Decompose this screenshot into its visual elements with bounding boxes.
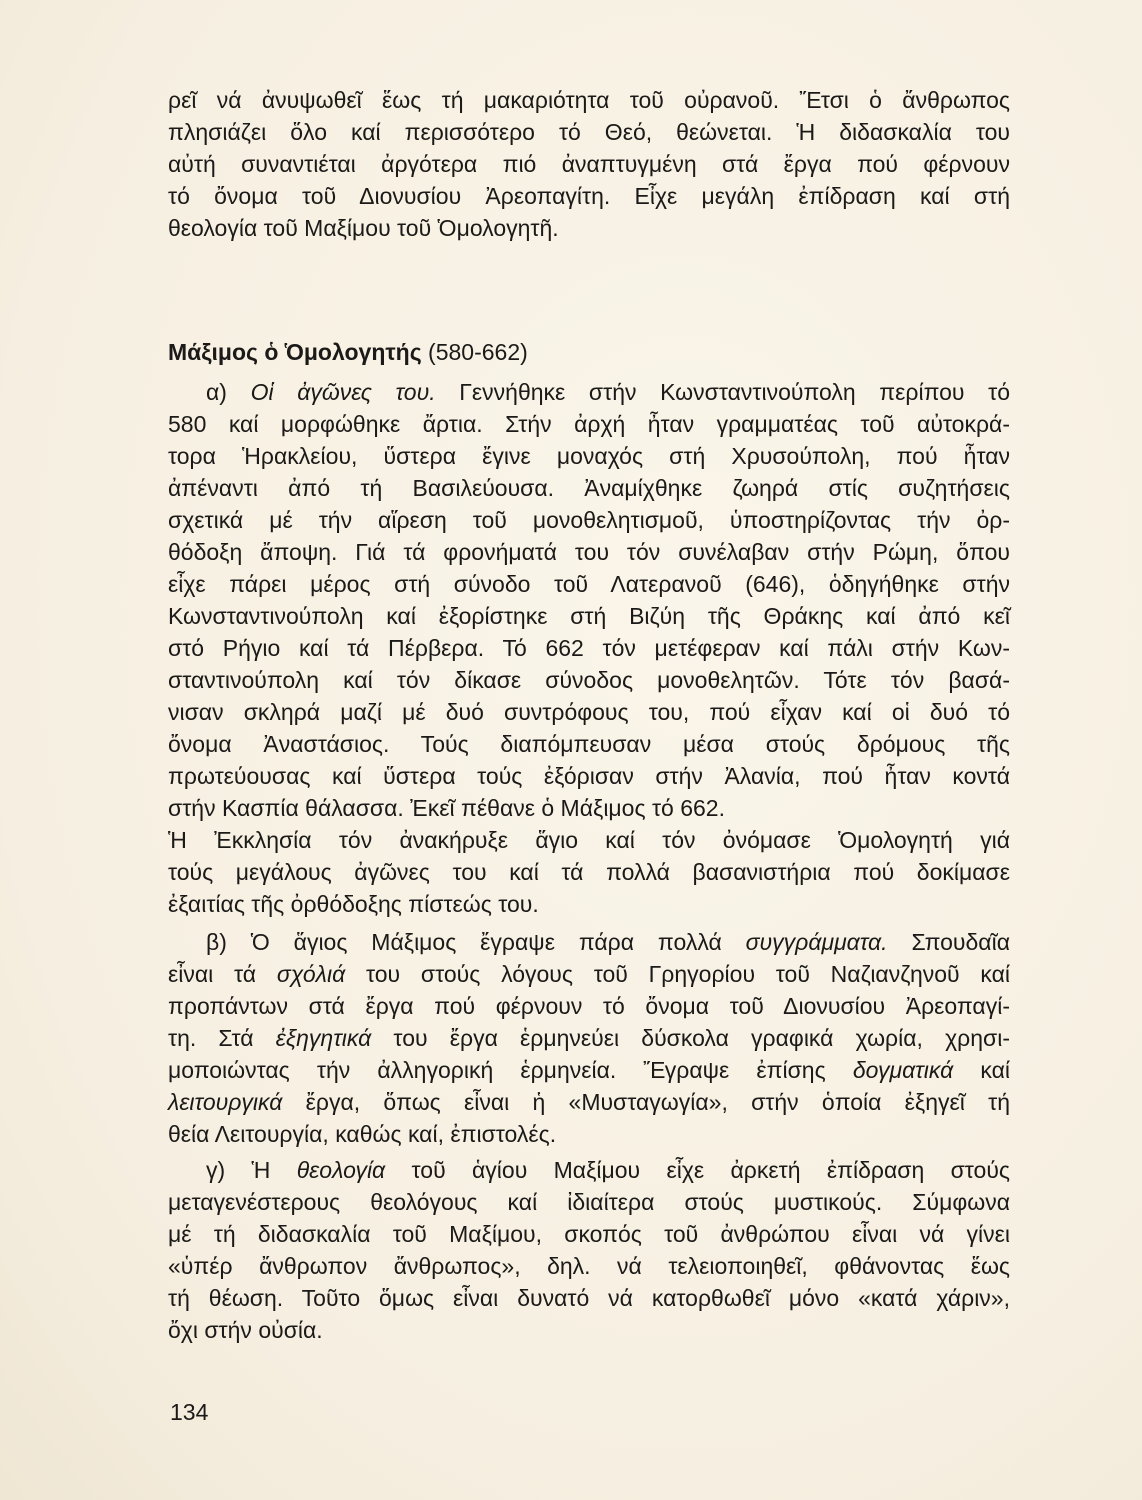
- text-line: [168, 536, 1010, 568]
- heading-dates: (580-662): [421, 339, 528, 365]
- text-line: [168, 148, 1010, 180]
- text-segment: τη. Στά: [168, 1025, 276, 1051]
- text-segment: μεταγενέστερους θεολόγους καί ἰδιαίτερα στούς μυστικούς. Σύμφωνα: [168, 1189, 1010, 1215]
- text-line: [168, 1154, 1010, 1186]
- text-segment: στό Ρήγιο καί τά Πέρβερα. Τό 662 τόν μετέφεραν καί πάλι στήν Κων-: [168, 635, 1010, 661]
- text-segment: νισαν σκληρά μαζί μέ δυό συντρόφους του, πού εἶχαν καί οἱ δυό τό: [168, 699, 1010, 725]
- text-segment: εἶχε πάρει μέρος στή σύνοδο τοῦ Λατερανοῦ (646), ὁδηγήθηκε στήν: [168, 571, 1010, 597]
- italic-text: λειτουργικά: [168, 1089, 283, 1115]
- text-line: [168, 1282, 1010, 1314]
- text-segment: ρεῖ νά ἀνυψωθεῖ ἕως τή μακαριότητα τοῦ οὐρανοῦ. Ἔτσι ὁ ἄνθρωπος: [168, 87, 1010, 113]
- text-segment: Ἡ Ἐκκλησία τόν ἀνακήρυξε ἅγιο καί τόν ὀνόμασε Ὁμολογητή γιά: [168, 827, 1010, 853]
- text-segment: θόδοξη ἄποψη. Γιά τά φρονήματά του τόν συνέλαβαν στήν Ρώμη, ὅπου: [168, 539, 1010, 565]
- italic-text: δογματικά: [852, 1057, 954, 1083]
- text-line: [168, 958, 1010, 990]
- text-line: [168, 1054, 1010, 1086]
- text-line: [168, 696, 1010, 728]
- text-line: [168, 504, 1010, 536]
- italic-text: θεολογία: [296, 1157, 386, 1183]
- paragraph-a: [168, 376, 1010, 920]
- text-segment: τοῦ ἁγίου Μαξίμου εἶχε ἀρκετή ἐπίδραση στούς: [385, 1157, 1010, 1183]
- text-line: [168, 180, 1010, 212]
- text-segment: Κωνσταντινούπολη καί ἐξορίστηκε στή Βιζύη τῆς Θράκης καί ἀπό κεῖ: [168, 603, 1010, 629]
- text-segment: θεολογία τοῦ Μαξίμου τοῦ Ὁμολογητῆ.: [168, 215, 559, 241]
- text-segment: μέ τή διδασκαλία τοῦ Μαξίμου, σκοπός τοῦ ἀνθρώπου εἶναι νά γίνει: [168, 1221, 1010, 1247]
- text-segment: Γεννήθηκε στήν Κωνσταντινούπολη περίπου τό: [435, 379, 1010, 405]
- text-segment: τούς μεγάλους ἀγῶνες του καί τά πολλά βασανιστήρια πού δοκίμασε: [168, 859, 1010, 885]
- text-segment: του ἔργα ἑρμηνεύει δύσκολα γραφικά χωρία, χρησι-: [371, 1025, 1010, 1051]
- text-segment: πλησιάζει ὅλο καί περισσότερο τό Θεό, θεώνεται. Ἡ διδασκαλία του: [168, 119, 1010, 145]
- text-segment: τή θέωση. Τοῦτο ὅμως εἶναι δυνατό νά κατορθωθεῖ μόνο «κατά χάριν»,: [168, 1285, 1010, 1311]
- text-line: [168, 888, 1010, 920]
- text-line: [168, 1086, 1010, 1118]
- italic-text: σχόλιά: [276, 961, 346, 987]
- text-line: [168, 856, 1010, 888]
- page-number: 134: [170, 1399, 209, 1425]
- text-segment: σταντινούπολη καί τόν δίκασε σύνοδος μονοθελητῶν. Τότε τόν βασά-: [168, 667, 1010, 693]
- text-segment: α): [206, 379, 251, 405]
- intro-paragraph: [168, 84, 1010, 244]
- text-segment: θεία Λειτουργία, καθώς καί, ἐπιστολές.: [168, 1121, 557, 1147]
- text-line: [168, 1218, 1010, 1250]
- text-segment: τό ὄνομα τοῦ Διονυσίου Ἀρεοπαγίτη. Εἶχε μεγάλη ἐπίδραση καί στή: [168, 183, 1010, 209]
- section-heading: [168, 336, 528, 368]
- text-line: [168, 440, 1010, 472]
- text-segment: στήν Κασπία θάλασσα. Ἐκεῖ πέθανε ὁ Μάξιμος τό 662.: [168, 795, 725, 821]
- text-line: [168, 1250, 1010, 1282]
- text-segment: καί: [953, 1057, 1010, 1083]
- text-segment: ἐξαιτίας τῆς ὀρθόδοξης πίστεώς του.: [168, 891, 539, 917]
- text-segment: αὐτή συναντιέται ἀργότερα πιό ἀναπτυγμένη στά ἔργα πού φέρνουν: [168, 151, 1010, 177]
- text-segment: Σπουδαῖα: [887, 929, 1010, 955]
- text-segment: β) Ὁ ἅγιος Μάξιμος ἔγραψε πάρα πολλά: [206, 929, 746, 955]
- text-line: [168, 1186, 1010, 1218]
- text-segment: 580 καί μορφώθηκε ἄρτια. Στήν ἀρχή ἦταν γραμματέας τοῦ αὐτοκρά-: [168, 411, 1010, 437]
- text-segment: του στούς λόγους τοῦ Γρηγορίου τοῦ Ναζιανζηνοῦ καί: [345, 961, 1010, 987]
- heading-name: Μάξιμος ὁ Ὁμολογητής: [168, 339, 422, 365]
- text-segment: μοποιώντας τήν ἀλληγορική ἑρμηνεία. Ἔγραψε ἐπίσης: [168, 1057, 853, 1083]
- text-segment: ἔργα, ὅπως εἶναι ἡ «Μυσταγωγία», στήν ὁποία ἐξηγεῖ τή: [282, 1089, 1010, 1115]
- text-segment: γ) Ἡ: [206, 1157, 297, 1183]
- text-line: [168, 116, 1010, 148]
- text-segment: ὄνομα Ἀναστάσιος. Τούς διαπόμπευσαν μέσα στούς δρόμους τῆς: [168, 731, 1010, 757]
- text-line: [168, 632, 1010, 664]
- text-line: [168, 84, 1010, 116]
- text-line: [168, 664, 1010, 696]
- text-segment: εἶναι τά: [168, 961, 277, 987]
- text-segment: σχετικά μέ τήν αἵρεση τοῦ μονοθελητισμοῦ, ὑποστηρίζοντας τήν ὀρ-: [168, 507, 1010, 533]
- text-segment: ἀπέναντι ἀπό τή Βασιλεύουσα. Ἀναμίχθηκε ζωηρά στίς συζητήσεις: [168, 475, 1010, 501]
- text-line: [168, 824, 1010, 856]
- text-line: [168, 792, 1010, 824]
- text-line: [168, 760, 1010, 792]
- paragraph-b: [168, 926, 1010, 1150]
- italic-text: ἐξηγητικά: [275, 1025, 372, 1051]
- text-line: [168, 212, 1010, 244]
- paragraph-c: [168, 1154, 1010, 1346]
- text-segment: «ὑπέρ ἄνθρωπον ἄνθρωπος», δηλ. νά τελειοποιηθεῖ, φθάνοντας ἕως: [168, 1253, 1010, 1279]
- text-line: [168, 472, 1010, 504]
- text-line: [168, 1022, 1010, 1054]
- text-segment: προπάντων στά ἔργα πού φέρνουν τό ὄνομα τοῦ Διονυσίου Ἀρεοπαγί-: [168, 993, 1010, 1019]
- text-line: [168, 376, 1010, 408]
- text-line: [168, 600, 1010, 632]
- text-line: [168, 990, 1010, 1022]
- text-line: [168, 728, 1010, 760]
- text-segment: ὄχι στήν οὐσία.: [168, 1317, 323, 1343]
- text-segment: τορα Ἡρακλείου, ὕστερα ἔγινε μοναχός στή Χρυσούπολη, πού ἦταν: [168, 443, 1010, 469]
- text-line: [168, 408, 1010, 440]
- text-line: [168, 1118, 1010, 1150]
- italic-text: Οἱ ἀγῶνες του.: [250, 379, 436, 405]
- text-line: [168, 926, 1010, 958]
- italic-text: συγγράμματα.: [745, 929, 888, 955]
- text-segment: πρωτεύουσας καί ὕστερα τούς ἐξόρισαν στήν Ἀλανία, πού ἦταν κοντά: [168, 763, 1010, 789]
- text-line: [168, 568, 1010, 600]
- text-line: [168, 1314, 1010, 1346]
